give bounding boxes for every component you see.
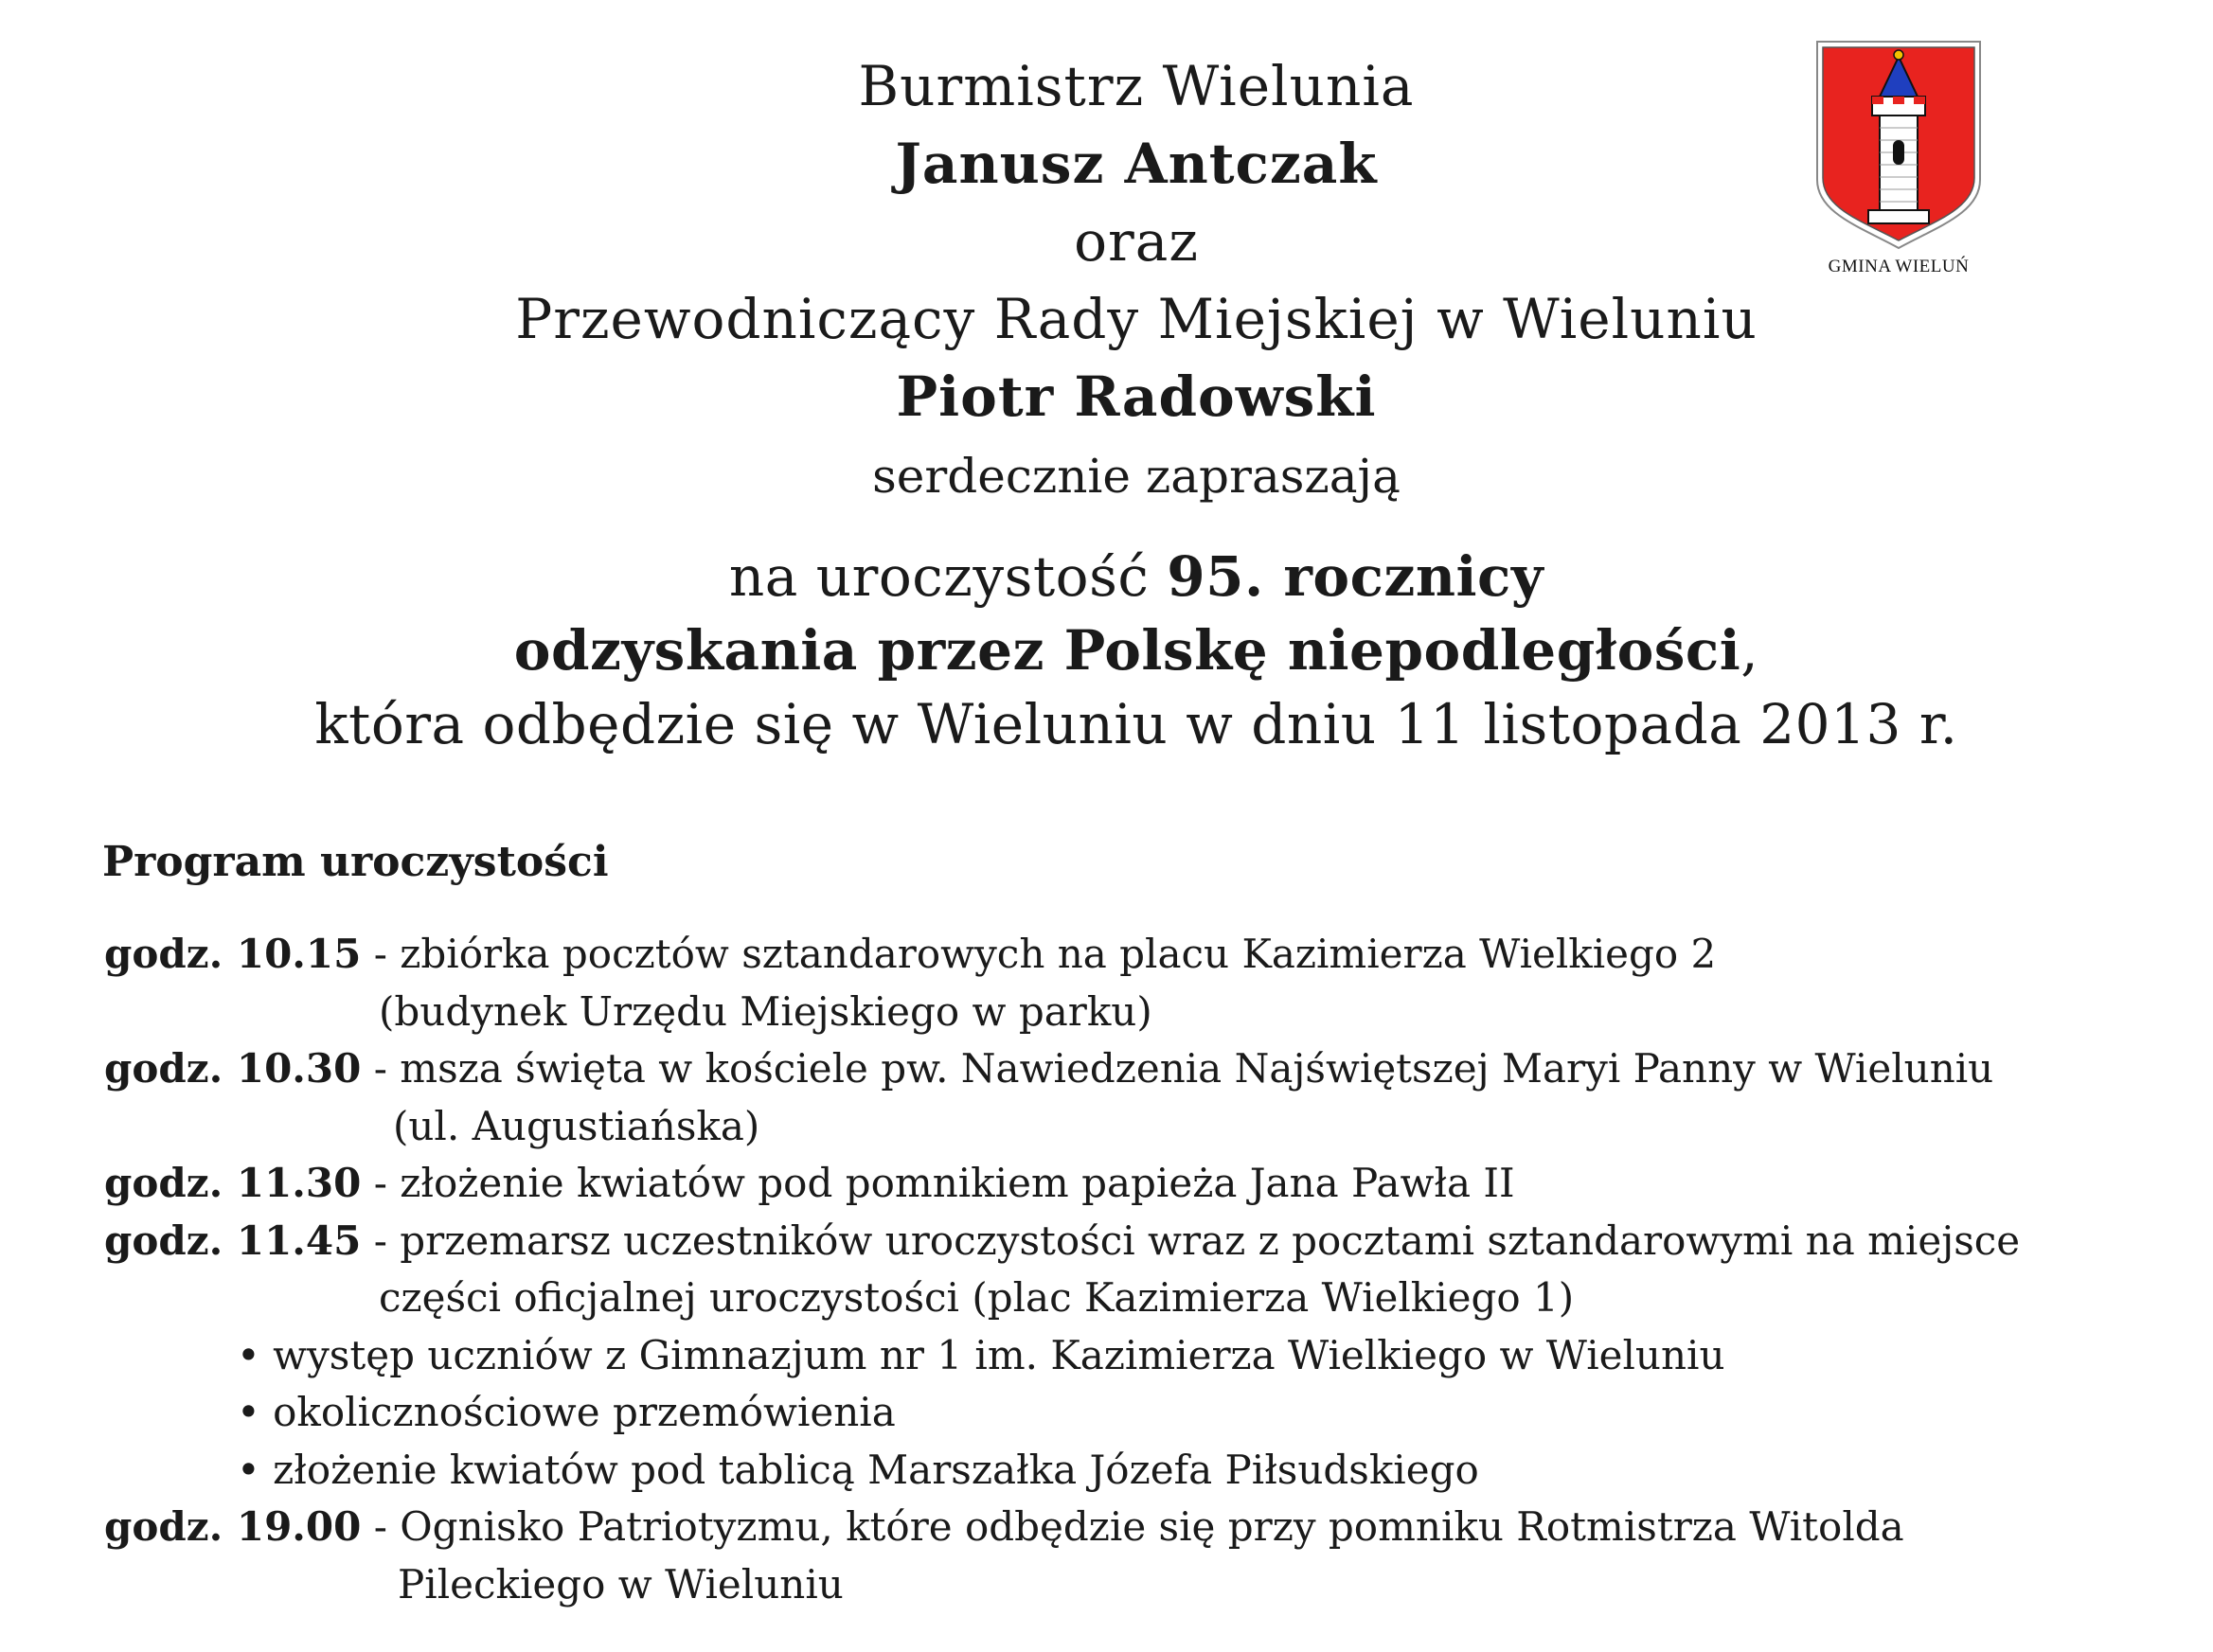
program-text: - zbiórka pocztów sztandarowych na placu Kazimierza Wielkiego 2 — [361, 931, 1717, 977]
occasion-intro: na uroczystość — [728, 544, 1168, 609]
mayor-name: Janusz Antczak — [895, 132, 1378, 196]
program-continuation: Pileckiego w Wieluniu — [398, 1560, 844, 1608]
program-time: godz. 11.45 — [104, 1217, 362, 1264]
mayor-title: Burmistrz Wielunia — [858, 54, 1415, 118]
occasion-line-1 — [189, 540, 2083, 613]
program-time: godz. 19.00 — [104, 1503, 362, 1550]
invite-phrase: serdecznie zapraszają — [872, 449, 1401, 504]
tower-coat-of-arms-icon — [1813, 38, 1984, 251]
program-text: - złożenie kwiatów pod pomnikiem papieża Jana Pawła II — [361, 1160, 1515, 1206]
occasion-block — [189, 540, 2083, 761]
program-item — [104, 1213, 2168, 1327]
program-time: godz. 10.30 — [104, 1045, 362, 1092]
program-continuation: (budynek Urzędu Miejskiego w parku) — [379, 987, 1152, 1035]
program-item — [104, 1155, 2168, 1213]
program-text: - Ognisko Patriotyzmu, które odbędzie się przy pomniku Rotmistrza Witolda — [361, 1503, 1904, 1550]
occasion-comma: , — [1740, 618, 1759, 683]
program-item — [104, 1499, 2168, 1613]
program-item — [104, 1040, 2168, 1155]
program-text: - przemarsz uczestników uroczystości wraz z pocztami sztandarowymi na miejsce — [361, 1217, 2021, 1264]
council-chair-title: Przewodniczący Rady Miejskiej w Wieluniu — [515, 287, 1758, 351]
program-continuation: części oficjalnej uroczystości (plac Kazimierza Wielkiego 1) — [379, 1274, 1575, 1321]
gmina-crest — [1799, 38, 1998, 277]
program-text: - msza święta w kościele pw. Nawiedzenia Najświętszej Maryi Panny w Wieluniu — [361, 1045, 1994, 1092]
program-subitem: • złożenie kwiatów pod tablicą Marszałka Józefa Piłsudskiego — [237, 1446, 1479, 1493]
program-title: Program uroczystości — [102, 838, 609, 886]
crest-caption: GMINA WIELUŃ — [1828, 257, 1970, 276]
invitation-header — [284, 47, 1989, 515]
event-date-line: która odbędzie się w Wieluniu w dniu 11 listopada 2013 r. — [314, 692, 1958, 756]
conjunction: oraz — [1074, 209, 1199, 274]
program-list — [104, 926, 2168, 1613]
program-continuation: (ul. Augustiańska) — [393, 1102, 760, 1149]
program-subitem: • okolicznościowe przemówienia — [237, 1389, 896, 1435]
program-item — [104, 926, 2168, 1040]
council-chair-name: Piotr Radowski — [896, 364, 1377, 429]
independence-phrase: odzyskania przez Polskę niepodległości — [513, 618, 1741, 683]
occasion-line-2 — [189, 613, 2083, 687]
anniversary-number: 95. rocznicy — [1167, 544, 1544, 609]
program-time: godz. 11.30 — [104, 1160, 362, 1206]
program-subitem: • występ uczniów z Gimnazjum nr 1 im. Kazimierza Wielkiego w Wieluniu — [237, 1331, 1725, 1378]
program-time: godz. 10.15 — [104, 931, 362, 977]
